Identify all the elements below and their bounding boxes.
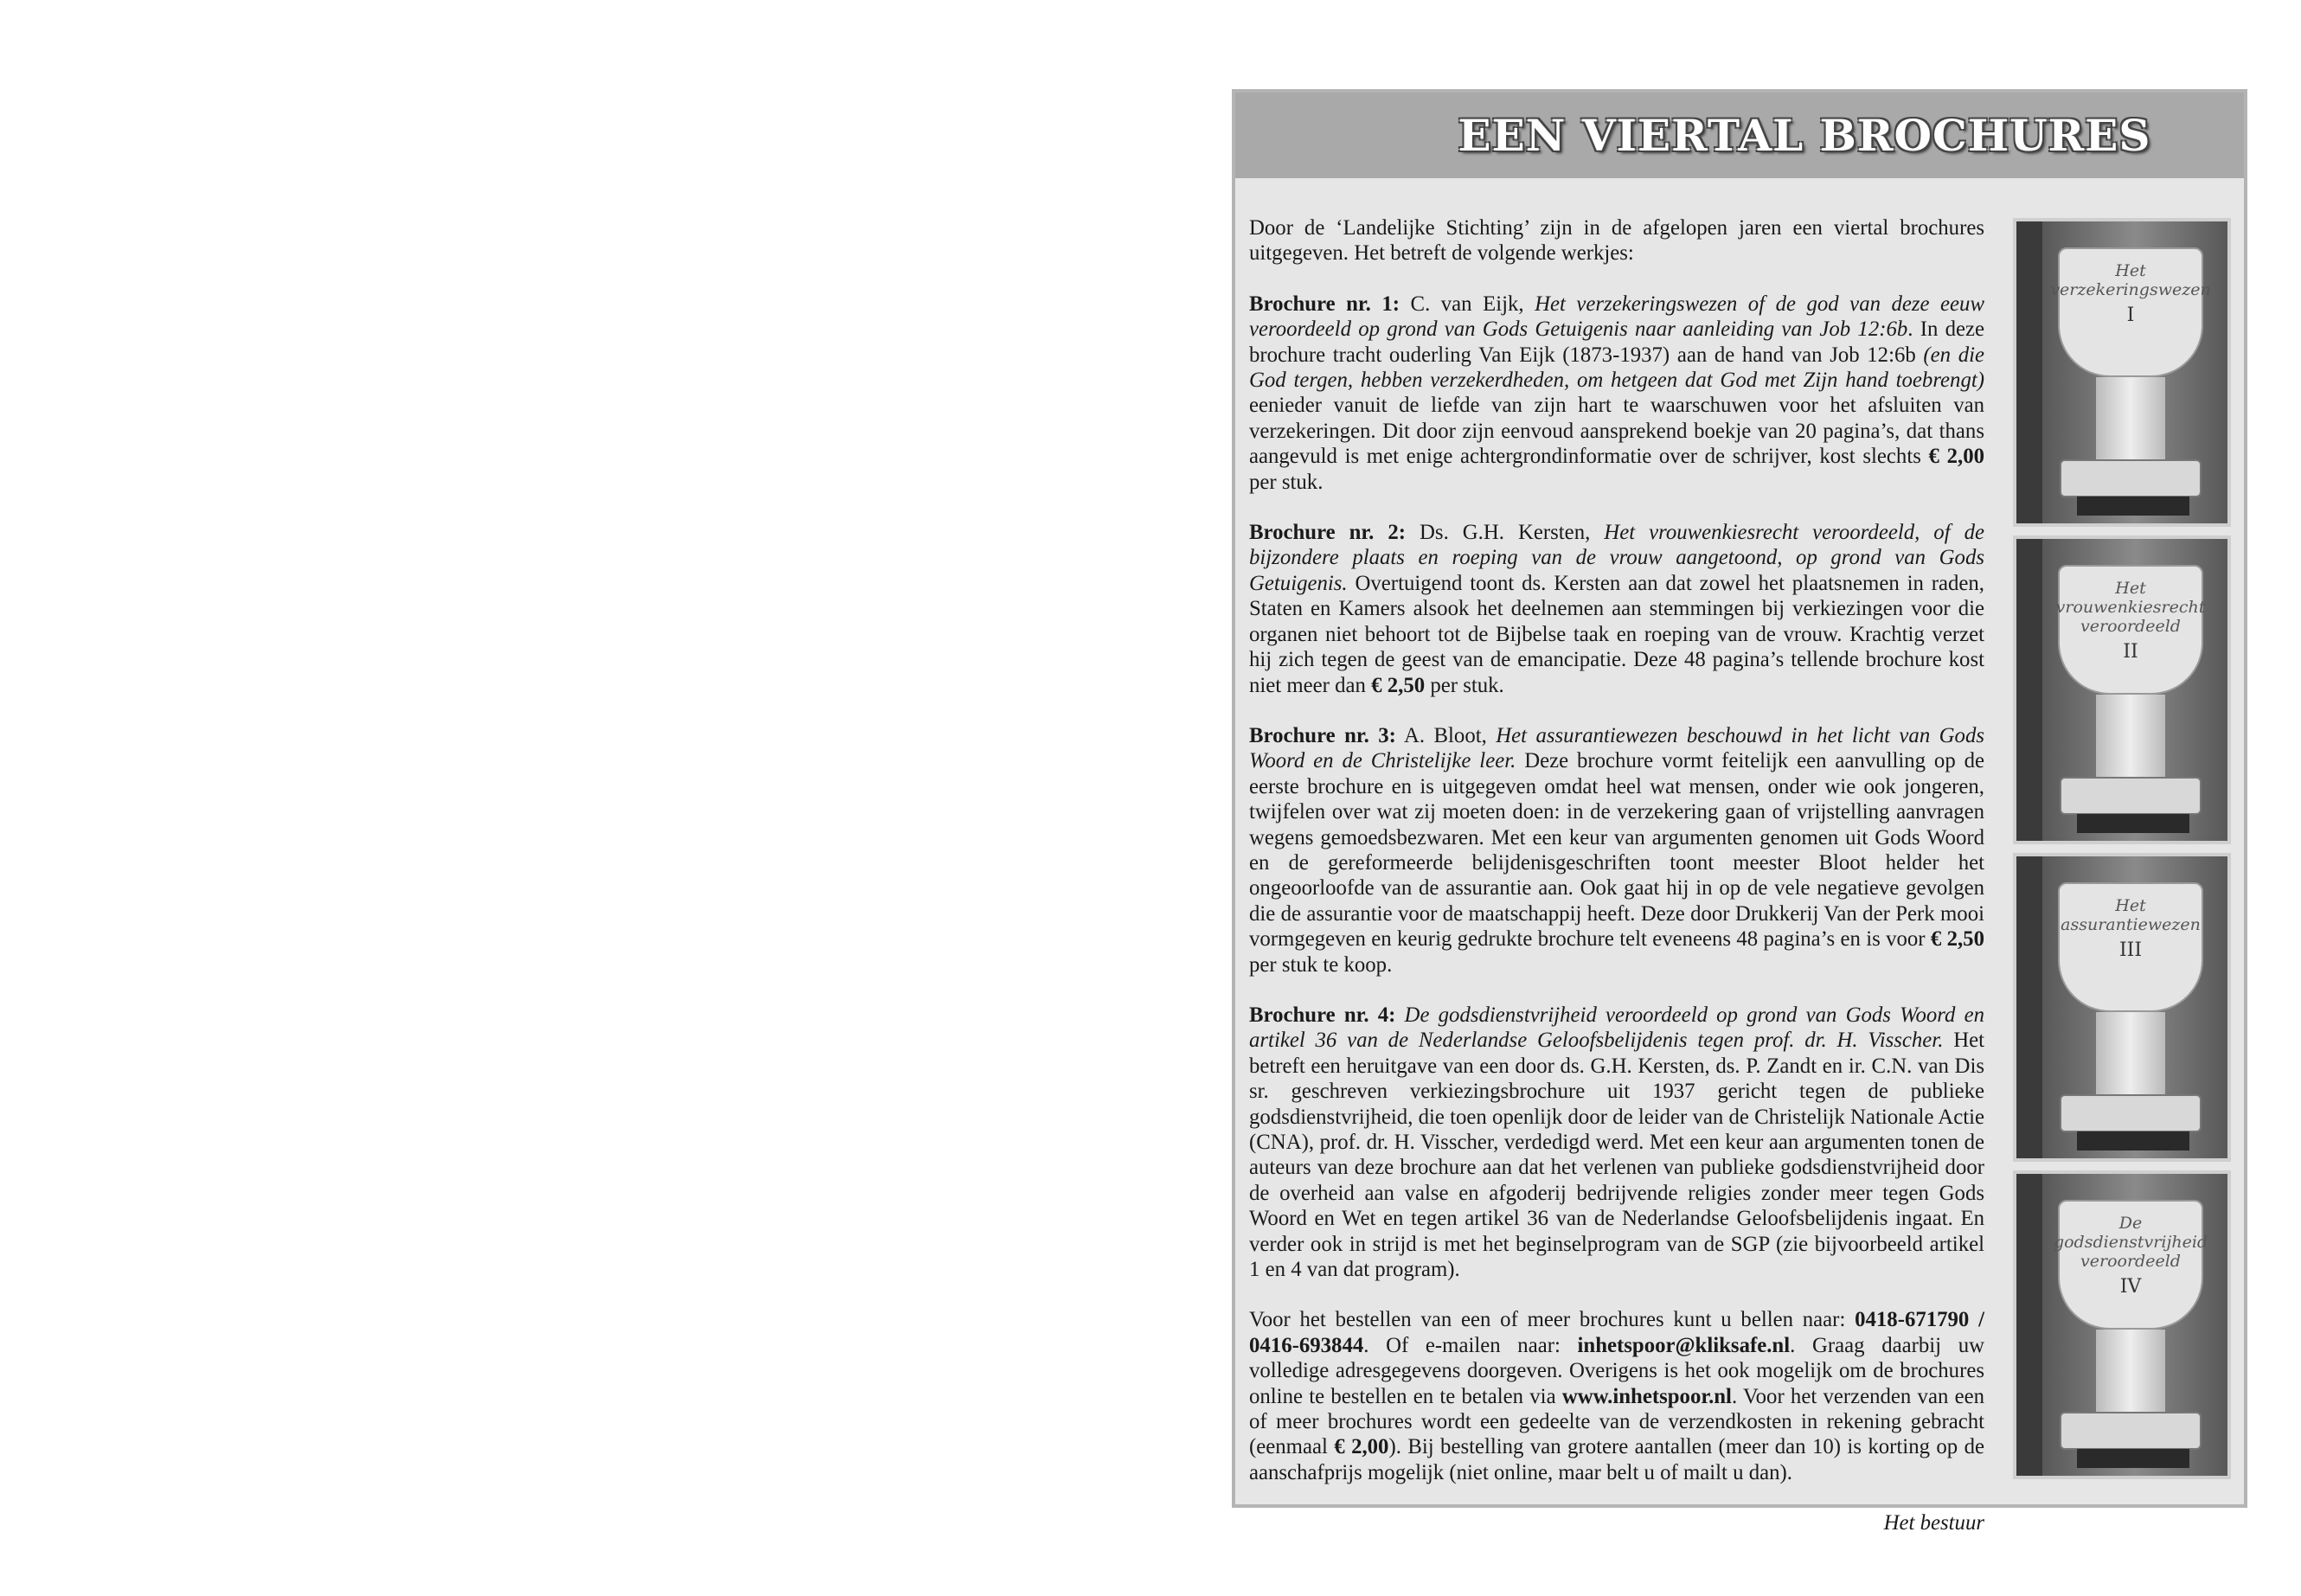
cover-numeral-1: I (2126, 304, 2135, 326)
brochure-3-paragraph (1249, 723, 1984, 977)
brochure-2-title: Het vrouwenkiesrecht veroordeeld, of de bijzondere plaats en roeping van de vrouw aangetoond, op grond van Gods Getuigenis. (1249, 521, 1984, 595)
order-fee: € 2,00 (1334, 1435, 1389, 1459)
book-icon (2060, 1094, 2202, 1132)
cover-shield-3 (2058, 882, 2203, 1012)
brochures-panel (1232, 89, 2247, 1535)
brochure-3-label: Brochure nr. 3: (1249, 723, 1396, 747)
order-text-c: . Graag daarbij uw volledige adresgegevens doorgeven. Overigens is het ook mogelijk om de brochures online te bestellen en te betalen via (1249, 1333, 1984, 1408)
article-body (1249, 215, 1984, 1561)
brochure-2-price: € 2,50 (1371, 673, 1426, 697)
cover-image-2 (2013, 535, 2231, 844)
cover-shield-4 (2053, 1200, 2208, 1330)
header-bar (1235, 93, 2244, 178)
order-phone-1: 0418-671790 / (1855, 1308, 1984, 1332)
brochure-1-text-c: per stuk. (1249, 470, 1324, 494)
brochure-1-price: € 2,00 (1928, 445, 1984, 469)
brochure-3-text-a: Deze brochure vormt feitelijk een aanvulling op de eerste brochure en is uitgegeven omdat heel wat mensen, onder wie ook jongeren, twijfelen over wat zij moeten doen: in de verzekering gaan of vrijstelling aanvragen wegens gemoedsbezwaren. Met een keur van argumenten genomen uit Gods Woord en de gereformeerde belijdenisgeschriften toont meester Bloot helder het ongeoorloofde van de assurantie aan. Ook gaat hij in op de vele negatieve gevolgen die de assurantie voor de maatschappij heeft. Deze door Drukkerij Van der Perk mooi vormgegeven en keurig gedrukte brochure telt eveneens 48 pagina’s en is voor (1249, 749, 1984, 952)
cover-image-3 (2013, 853, 2231, 1162)
cover-shield-2 (2055, 565, 2206, 695)
cover-numeral-4: IV (2119, 1276, 2142, 1298)
order-email: inhetspoor@kliksafe.nl (1577, 1333, 1791, 1357)
brochure-1-paragraph (1249, 292, 1984, 495)
brochure-2-author: Ds. G.H. Kersten, (1406, 521, 1605, 545)
cover-numeral-3: III (2118, 939, 2143, 961)
brochure-3-text-b: per stuk te koop. (1249, 952, 1393, 977)
order-text-d: . Voor het verzenden van een of meer brochures wordt een gedeelte van de verzendkosten in rekening gebracht (eenmaal (1249, 1384, 1984, 1459)
brochure-3-title: Het assurantiewezen beschouwd in het licht van Gods Woord en de Christelijke leer. (1249, 723, 1985, 773)
cover-numeral-2: II (2123, 641, 2138, 663)
brochure-1-quote: (en die God tergen, hebben verzekerdheden, om hetgeen dat God met Zijn hand toebrengt) (1249, 343, 1984, 393)
order-text-b: . Of e-mailen naar: (1363, 1333, 1578, 1357)
brochure-1-author: C. van Eijk, (1400, 292, 1535, 316)
order-website: www.inhetspoor.nl (1561, 1384, 1732, 1408)
brochure-2-text-b: per stuk. (1425, 673, 1504, 697)
brochure-2-label: Brochure nr. 2: (1249, 521, 1407, 545)
brochure-3-author: A. Bloot, (1395, 723, 1497, 747)
cover-title-2: Het vrouwenkiesrecht veroordeeld (2055, 579, 2206, 636)
brochure-1-text-b: eenieder vanuit de liefde van zijn hart te waarschuwen voor het afsluiten van verzekeringen. Dit door zijn eenvoud aansprekend boekje van 20 pagina’s, dat thans aangevuld is met enige achtergrondinformatie over de schrijver, kost slechts (1249, 394, 1984, 469)
book-icon (2060, 1412, 2202, 1450)
cover-image-1 (2013, 218, 2231, 527)
order-text-a: Voor het bestellen van een of meer brochures kunt u bellen naar: (1249, 1308, 1856, 1332)
signature: Het bestuur (1883, 1511, 1984, 1535)
order-phone-2: 0416-693844 (1249, 1333, 1364, 1357)
intro-paragraph: Door de ‘Landelijke Stichting’ zijn in de afgelopen jaren een viertal brochures uitgegeven. Het betreft de volgende werkjes: (1249, 216, 1984, 266)
brochure-4-text-a: Het betreft een heruitgave van een door ds. G.H. Kersten, ds. P. Zandt en ir. C.N. van Dis sr. geschreven verkiezingsbrochure uit 1937 gericht tegen de publieke godsdienstvrijheid, die toen openlijk door de leider van de Christelijk Nationale Actie (CNA), prof. dr. H. Visscher, verdedigd werd. Met een keur aan argumenten tonen de auteurs van deze brochure aan dat het verlenen van publieke godsdienstvrijheid door de overheid aan valse en afgoderij bedrijvende religies zonder meer tegen Gods Woord en Wet en tegen artikel 36 van de Nederlandse Geloofsbelijdenis ingaat. En verder ook in strijd is met het beginselprogram van de SGP (zie bijvoorbeeld artikel 1 en 4 van dat program). (1249, 1029, 1984, 1282)
brochure-covers (2013, 218, 2231, 1488)
cover-title-1: Het verzekeringswezen (2050, 261, 2211, 299)
cover-image-4 (2013, 1170, 2231, 1479)
brochure-4-title: De godsdienstvrijheid veroordeeld op grond van Gods Woord en artikel 36 van de Nederlandse Geloofsbelijdenis tegen prof. dr. H. Visscher. (1249, 1003, 1984, 1053)
brochure-1-text-a: . In deze brochure tracht ouderling Van Eijk (1873-1937) aan de hand van Job 12:6b (1249, 317, 1984, 367)
brochure-4-paragraph (1249, 1003, 1984, 1282)
cover-title-3: Het assurantiewezen (2061, 896, 2201, 934)
order-paragraph (1249, 1307, 1984, 1485)
cover-title-4: De godsdienstvrijheid veroordeeld (2053, 1214, 2208, 1271)
brochure-1-title: Het verzekeringswezen of de god van deze eeuw veroordeeld op grond van Gods Getuigenis naar aanleiding van Job 12:6b (1249, 292, 1984, 342)
brochure-3-price: € 2,50 (1930, 927, 1984, 952)
brochure-4-label: Brochure nr. 4: (1249, 1003, 1396, 1027)
cover-shield-1 (2050, 247, 2211, 377)
brochure-2-paragraph (1249, 520, 1984, 698)
order-text-e: ). Bij bestelling van grotere aantallen (meer dan 10) is korting op de aanschafprijs mogelijk (niet online, maar belt u of mailt u dan). (1249, 1435, 1984, 1484)
brochure-1-label: Brochure nr. 1: (1249, 292, 1400, 316)
brochure-2-text-a: Overtuigend toont ds. Kersten aan dat zowel het plaatsnemen in raden, Staten en Kamers alsook het deelnemen aan stemmingen bij verkiezingen voor die organen niet behoort tot de Bijbelse taak en roeping van de vrouw. Krachtig verzet hij zich tegen de geest van de emancipatie. Deze 48 pagina’s tellende brochure kost niet meer dan (1249, 571, 1984, 697)
page-title: EEN VIERTAL BROCHURES (1458, 110, 2151, 161)
book-icon (2060, 459, 2202, 497)
book-icon (2060, 777, 2202, 815)
